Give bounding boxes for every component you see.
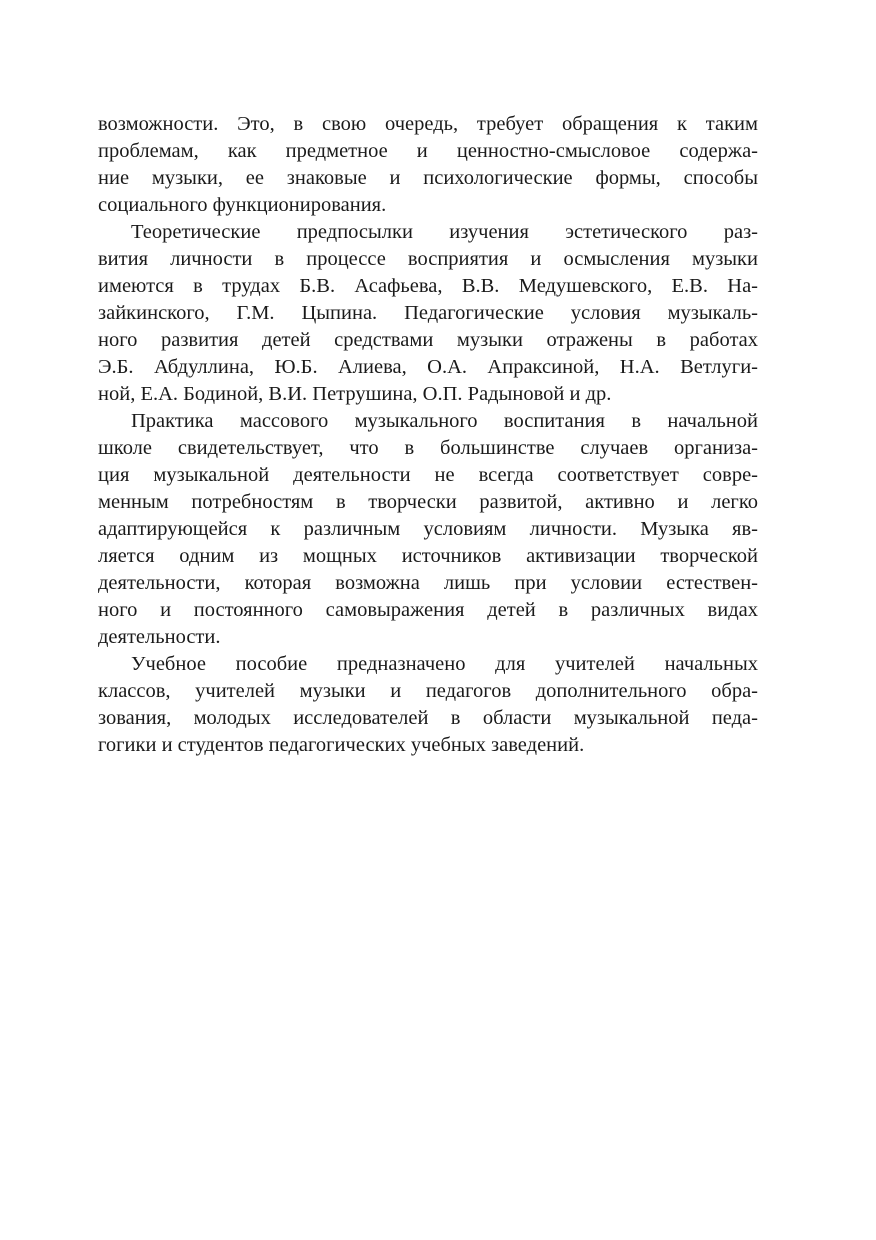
text-line: социального функционирования. xyxy=(98,194,387,216)
text-line: Практика массового музыкального воспитания в начальной xyxy=(131,410,758,432)
text-line: Э.Б. Абдуллина, Ю.Б. Алиева, О.А. Апраксиной, Н.А. Ветлуги- xyxy=(98,356,758,378)
text-line: ние музыки, ее знаковые и психологические формы, способы xyxy=(98,167,758,189)
text-line: ного и постоянного самовыражения детей в различных видах xyxy=(98,599,758,621)
text-line: Учебное пособие предназначено для учителей начальных xyxy=(131,653,758,675)
text-line: ной, Е.А. Бодиной, В.И. Петрушина, О.П. Радыновой и др. xyxy=(98,383,612,405)
text-line: школе свидетельствует, что в большинстве случаев организа- xyxy=(98,437,758,459)
paragraph-1 xyxy=(98,111,758,219)
text-line: ляется одним из мощных источников активизации творческой xyxy=(98,545,758,567)
text-line: возможности. Это, в свою очередь, требует обращения к таким xyxy=(98,113,758,135)
text-line: проблемам, как предметное и ценностно-смысловое содержа- xyxy=(98,140,758,162)
text-line: классов, учителей музыки и педагогов дополнительного обра- xyxy=(98,680,758,702)
text-line: Теоретические предпосылки изучения эстетического раз- xyxy=(131,221,758,243)
text-line: вития личности в процессе восприятия и осмысления музыки xyxy=(98,248,758,270)
text-line: зования, молодых исследователей в области музыкальной педа- xyxy=(98,707,758,729)
document-page xyxy=(98,111,758,759)
text-line: зайкинского, Г.М. Цыпина. Педагогические условия музыкаль- xyxy=(98,302,758,324)
text-line: имеются в трудах Б.В. Асафьева, В.В. Медушевского, Е.В. На- xyxy=(98,275,758,297)
text-line: адаптирующейся к различным условиям личности. Музыка яв- xyxy=(98,518,758,540)
paragraph-3 xyxy=(98,408,758,651)
paragraph-4 xyxy=(98,651,758,759)
text-line: ция музыкальной деятельности не всегда соответствует совре- xyxy=(98,464,758,486)
text-line: гогики и студентов педагогических учебных заведений. xyxy=(98,734,585,756)
text-line: ного развития детей средствами музыки отражены в работах xyxy=(98,329,758,351)
text-line: деятельности. xyxy=(98,626,221,648)
paragraph-2 xyxy=(98,219,758,408)
text-line: деятельности, которая возможна лишь при условии естествен- xyxy=(98,572,758,594)
text-line: менным потребностям в творчески развитой, активно и легко xyxy=(98,491,758,513)
